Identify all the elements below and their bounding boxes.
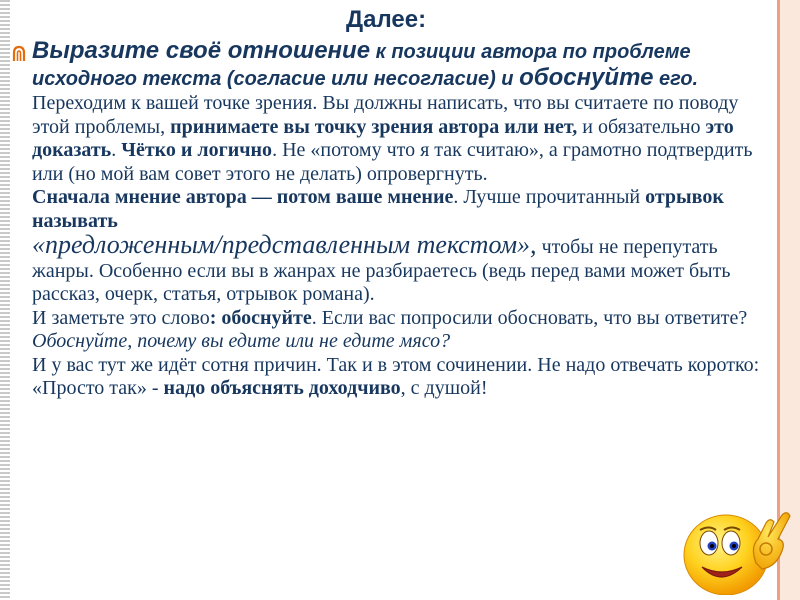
task-part-3: обоснуйте <box>519 64 654 91</box>
text-s19: , с душой! <box>400 377 488 399</box>
task-part-2: к позиции автора по проблеме исходного текста (согласие или несогласие) и <box>32 41 691 90</box>
left-stripes-decoration <box>0 0 10 600</box>
text-s6: Чётко и логично <box>121 139 273 161</box>
text-s1: Переходим к вашей точке зрения. Вы должны написать, что вы считаете по поводу этой проблемы, <box>32 92 739 138</box>
text-s10: отрывок называть <box>32 186 724 232</box>
explanation-text <box>32 92 762 401</box>
slide-content <box>32 38 762 401</box>
text-s11: «предложенным/представленным текстом», <box>32 230 537 259</box>
text-s15: . Если вас попросили обосновать, что вы ответите? <box>311 306 748 329</box>
text-s18: надо объяснять доходчиво <box>163 377 401 399</box>
task-paragraph <box>32 38 762 92</box>
text-s13: И заметьте это слово <box>32 306 210 329</box>
text-s12: чтобы не перепутать жанры. Особенно если вы в жанрах не разбираетесь (ведь перед вами может быть рассказ, очерк, статья, отрывок романа). <box>32 236 731 305</box>
slide-title: Далее: <box>346 6 427 33</box>
task-part-4: его. <box>653 68 699 90</box>
text-s9: . Лучше прочитанный <box>453 186 646 208</box>
text-s16: Обоснуйте, почему вы едите или не едите мясо? <box>32 330 451 352</box>
task-part-1: Выразите своё отношение <box>32 37 371 64</box>
bullet-icon <box>11 44 27 64</box>
text-s14: : обоснуйте <box>209 306 312 329</box>
text-s8: Сначала мнение автора — потом ваше мнение <box>32 186 454 208</box>
text-s3: и обязательно <box>577 115 706 138</box>
text-s17: И у вас тут же идёт сотня причин. Так и в этом сочинении. Не надо отвечать коротко: «Просто так» - <box>32 353 760 399</box>
smiley-ok-icon <box>676 503 792 595</box>
text-s7: . Не «потому что я так считаю», а грамотно подтвердить или (но мой вам совет этого не делать) опровергнуть. <box>32 139 753 185</box>
text-s5: . <box>111 139 122 161</box>
text-s4: это доказать <box>32 115 734 161</box>
text-s2: принимаете вы точку зрения автора или нет, <box>170 115 578 138</box>
